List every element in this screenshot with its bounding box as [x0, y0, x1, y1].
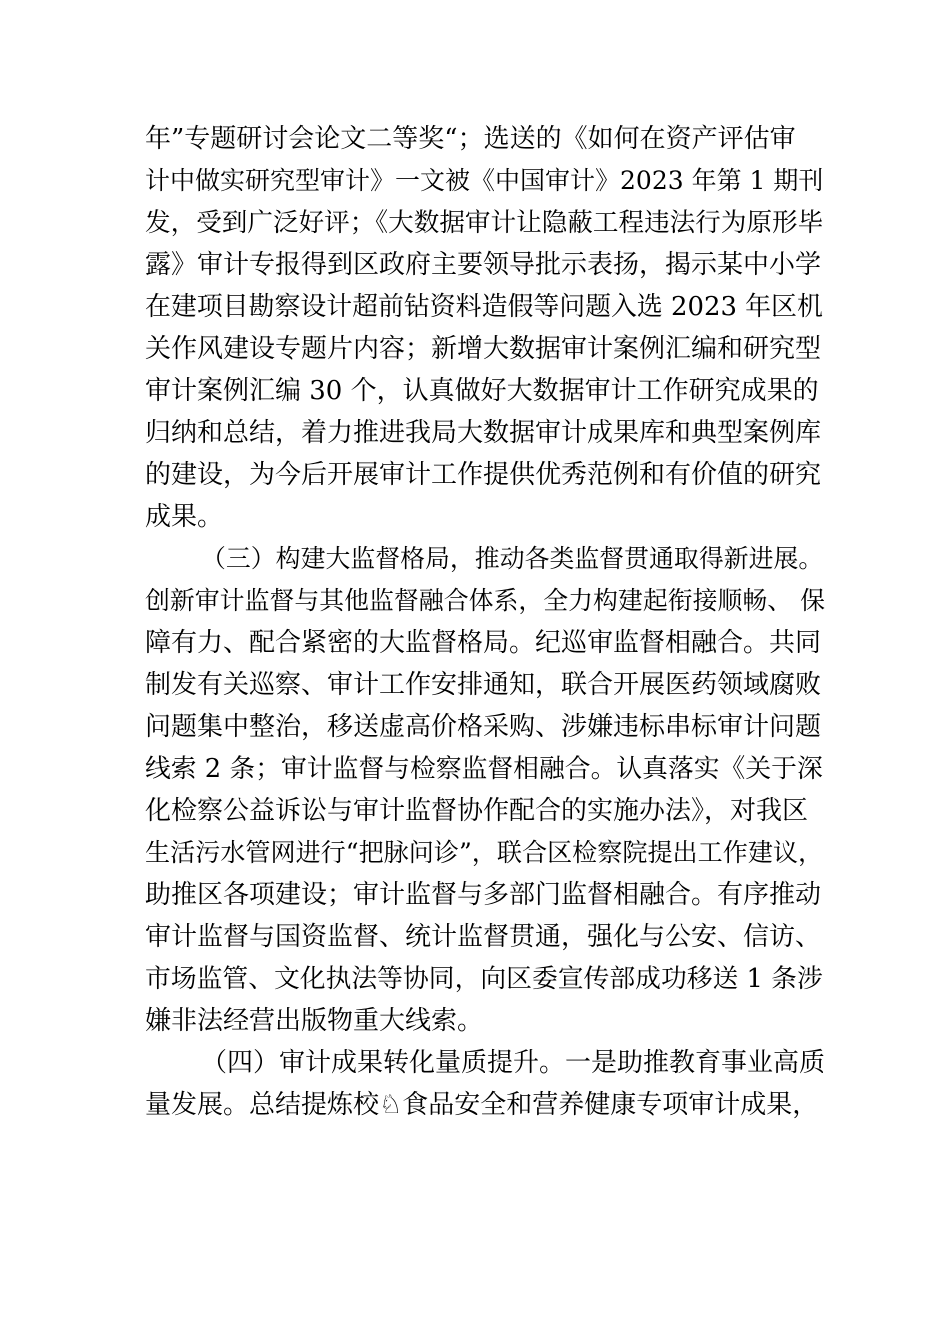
text-line: 量发展。总结提炼校♘食品安全和营养健康专项审计成果， — [145, 1090, 819, 1120]
text-line: 化检察公益诉讼与审计监督协作配合的实施办法》，对我区 — [145, 796, 809, 826]
section-heading-4: （四）审计成果转化量质提升。一是助推教育事业高质 — [201, 1048, 826, 1078]
text-line: 助推区各项建设；审计监督与多部门监督相融合。有序推动 — [145, 880, 822, 910]
text-line: 成果。 — [145, 502, 224, 532]
section-heading-3: （三）构建大监督格局，推动各类监督贯通取得新进展。 — [201, 544, 824, 573]
text-line: 的建设，为今后开展审计工作提供优秀范例和有价值的研究 — [145, 460, 822, 490]
text-line: 制发有关巡察、审计工作安排通知，联合开展医药领域腐败 — [145, 670, 822, 700]
body-text — [145, 118, 825, 1126]
text-line: 问题集中整治，移送虚高价格采购、涉嫌违标串标审计问题 — [145, 712, 822, 742]
text-line: 生活污水管网进行“把脉问诊”，联合区检察院提出工作建议， — [145, 838, 824, 867]
text-line: 露》审计专报得到区政府主要领导批示表扬，揭示某中小学 — [145, 250, 822, 280]
text-line: 嫌非法经营出版物重大线索。 — [145, 1006, 484, 1036]
text-line: 发，受到广泛好评；《大数据审计让隐蔽工程违法行为原形毕 — [145, 208, 824, 238]
text-line: 年”专题研讨会论文二等奖“；选送的《如何在资产评估审 — [145, 124, 796, 154]
text-line: 在建项目勘察设计超前钻资料造假等问题入选 2023 年区机 — [145, 292, 823, 322]
text-line: 归纳和总结，着力推进我局大数据审计成果库和典型案例库 — [145, 418, 822, 448]
text-line: 创新审计监督与其他监督融合体系，全力构建起衔接顺畅、 保 — [145, 586, 825, 615]
text-line: 市场监管、文化执法等协同，向区委宣传部成功移送 1 条涉 — [145, 964, 823, 994]
text-line: 计中做实研究型审计》一文被《中国审计》2023 年第 1 期刊 — [145, 166, 824, 195]
text-line: 线索 2 条；审计监督与检察监督相融合。认真落实《关于深 — [145, 754, 823, 784]
text-line: 障有力、配合紧密的大监督格局。纪巡审监督相融合。共同 — [145, 628, 822, 658]
text-line: 审计监督与国资监督、统计监督贯通，强化与公安、信访、 — [145, 922, 822, 952]
text-line: 审计案例汇编 30 个，认真做好大数据审计工作研究成果的 — [145, 376, 819, 406]
text-line: 关作风建设专题片内容；新增大数据审计案例汇编和研究型 — [145, 334, 822, 364]
